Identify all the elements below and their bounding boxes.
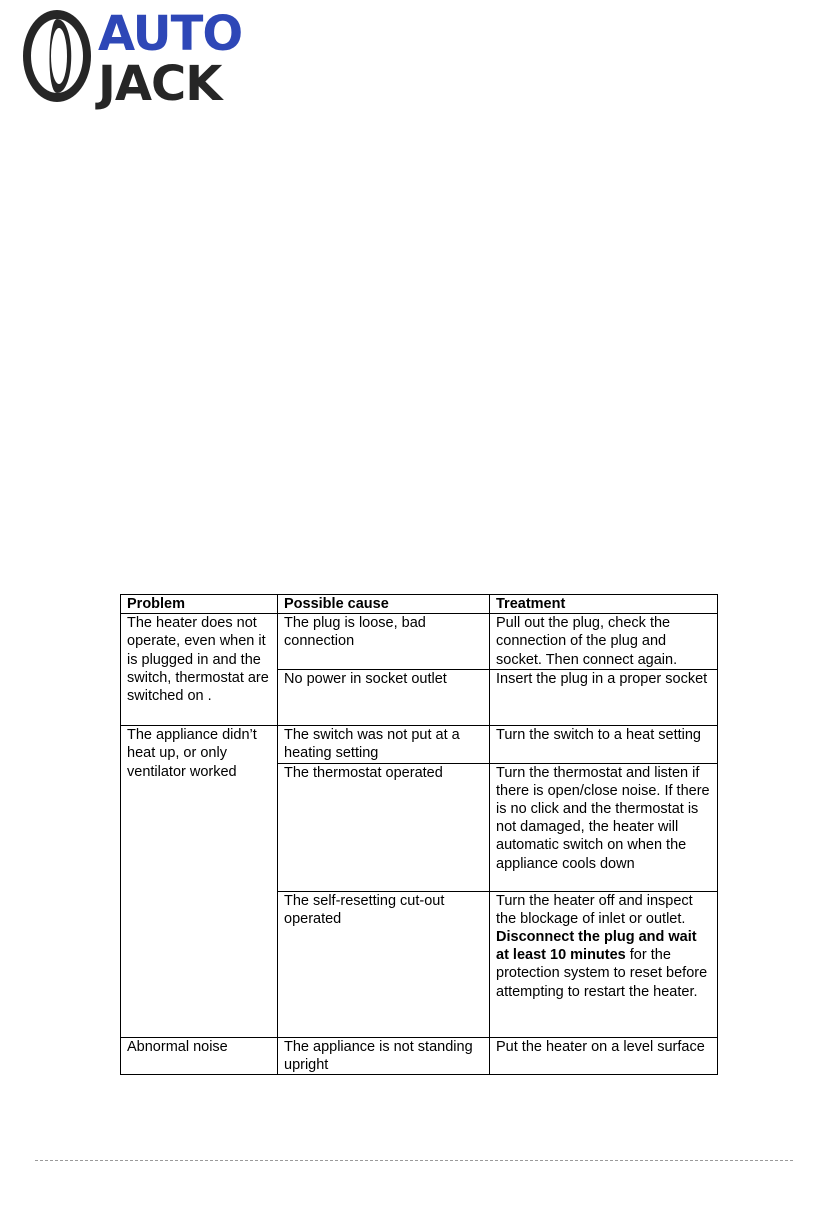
cause-cell: The appliance is not standing upright bbox=[278, 1037, 490, 1074]
troubleshooting-table bbox=[120, 594, 718, 1075]
table-header-row bbox=[121, 595, 718, 614]
treatment-text: for the protection system to reset before attempting to restart the heater. bbox=[496, 947, 708, 1000]
problem-cell: The heater does not operate, even when it is plugged in and the switch, thermostat are switched on . bbox=[121, 614, 278, 726]
header-possible-cause: Possible cause bbox=[278, 595, 490, 614]
cause-cell: The plug is loose, bad connection bbox=[278, 614, 490, 670]
problem-cell: The appliance didn’t heat up, or only ventilator worked bbox=[121, 726, 278, 1037]
cause-cell: No power in socket outlet bbox=[278, 670, 490, 726]
treatment-cell: Insert the plug in a proper socket bbox=[490, 670, 718, 726]
problem-cell: Abnormal noise bbox=[121, 1037, 278, 1074]
table-row bbox=[121, 614, 718, 670]
treatment-warning: Disconnect the plug and wait at least 10 minutes bbox=[496, 929, 697, 964]
cause-cell: The self-resetting cut-out operated bbox=[278, 891, 490, 1037]
autojack-logo bbox=[18, 6, 268, 112]
cause-cell: The switch was not put at a heating setting bbox=[278, 726, 490, 763]
header-treatment: Treatment bbox=[490, 595, 718, 614]
table-row bbox=[121, 726, 718, 763]
cause-cell: The thermostat operated bbox=[278, 763, 490, 891]
tire-icon bbox=[18, 6, 96, 106]
treatment-text: Turn the heater off and inspect the blockage of inlet or outlet. bbox=[496, 892, 693, 927]
table-row bbox=[121, 1037, 718, 1074]
treatment-cell: Turn the switch to a heat setting bbox=[490, 726, 718, 763]
treatment-cell: Put the heater on a level surface bbox=[490, 1037, 718, 1074]
treatment-cell: Pull out the plug, check the connection of the plug and socket. Then connect again. bbox=[490, 614, 718, 670]
logo-text-jack: JACK bbox=[98, 56, 222, 112]
header-problem: Problem bbox=[121, 595, 278, 614]
treatment-cell bbox=[490, 891, 718, 1037]
footer-divider bbox=[35, 1160, 793, 1161]
treatment-cell: Turn the thermostat and listen if there is open/close noise. If there is no click and the thermostat is not damaged, the heater will automatic switch on when the appliance cools down bbox=[490, 763, 718, 891]
logo-text-auto: AUTO bbox=[98, 6, 243, 62]
